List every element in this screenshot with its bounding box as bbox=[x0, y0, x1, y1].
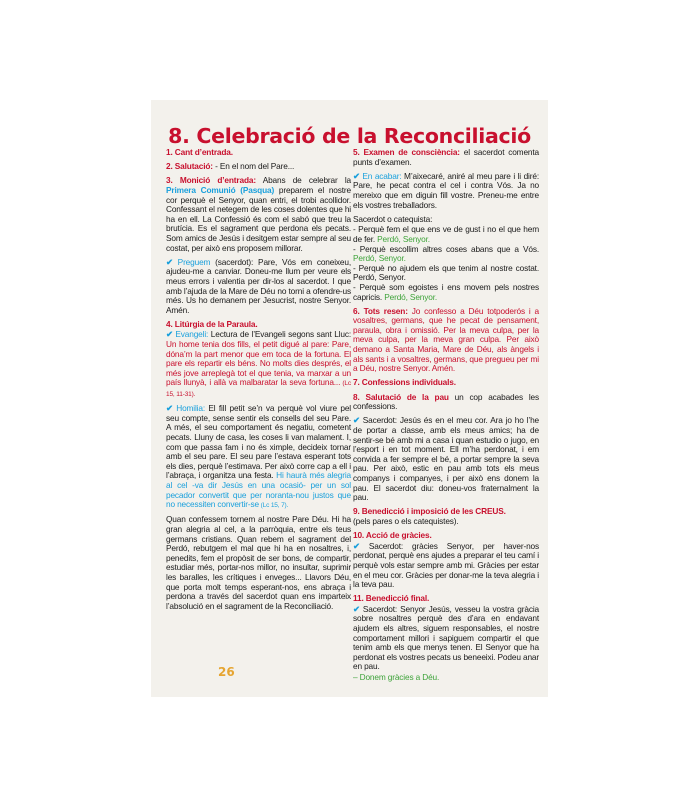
litany-text: - Perquè no ajudem els que tenim al nostre costat. bbox=[353, 262, 539, 273]
litany-text: - Perquè som egoistes i ens movem pels nostres capricis. bbox=[353, 281, 539, 302]
section-text: Sacerdot: gràcies Senyor, per haver-nos perdonat, perquè ens ajudes a preparar el teu camí i perquè vols estar sempre amb mi. Gràcies per estar en el meu cor. Gràcies per donar-me la teva alegria i la teva pau. bbox=[353, 540, 539, 590]
checkmark-icon: ✔ bbox=[353, 170, 360, 181]
section-blessing-crosses bbox=[353, 507, 539, 526]
final-response bbox=[353, 673, 539, 683]
checkmark-icon: ✔ bbox=[353, 415, 360, 426]
section-text: preparem el nostre cor perquè el Senyor, quan entri, el trobi acollidor. Confessant el netegem de les coses dolentes que hi ha en ell. La Confessió és com el sabó que treu la brutícia. Es el sagrament que perdona els pecats. Som amics de Jesús i desitgem estar sempre al seu costat, per això ens proposem millorar. bbox=[166, 184, 352, 253]
section-closing-reflection bbox=[166, 515, 351, 611]
homily-reference: (Lc 15, 7). bbox=[258, 502, 289, 510]
section-heading: 10. Acció de gràcies. bbox=[353, 530, 432, 541]
litany-item bbox=[353, 283, 539, 302]
litany-title-text: Sacerdot o catequista: bbox=[353, 213, 433, 224]
section-heading: 2. Salutació: bbox=[166, 161, 213, 172]
section-heading: 8. Salutació de la pau bbox=[353, 391, 449, 402]
section-heading: 7. Confessions individuals. bbox=[353, 377, 456, 388]
prayer-label: Preguem bbox=[172, 256, 211, 267]
end-label: En acabar: bbox=[359, 170, 402, 181]
section-heading: 9. Benedicció i imposició de les CREUS. bbox=[353, 506, 506, 517]
section-text: el sacerdot comenta punts d’examen. bbox=[353, 147, 539, 167]
checkmark-icon: ✔ bbox=[166, 403, 173, 414]
litany-response: Perdó, Senyor. bbox=[384, 291, 438, 302]
right-column bbox=[353, 148, 539, 687]
litany-item bbox=[353, 225, 539, 244]
litany-item bbox=[353, 245, 539, 264]
section-text: Sacerdot: Senyor Jesús, vesseu la vostra gràcia sobre nosaltres perquè des d’ara en endavant ajudem els altres, siguem responsables, el nostre comportament millori i sapiguem compartir el que tenim amb els que menys tenen. El Senyor que ha perdonat els vostres pecats us beneeixi. Podeu anar en pau. bbox=[353, 603, 539, 672]
section-text: un cop acabades les confessions. bbox=[353, 391, 539, 412]
page-title: 8. Celebració de la Reconciliació bbox=[168, 124, 531, 148]
homily-label: Homilia: bbox=[172, 403, 205, 414]
section-heading: 4. Litúrgia de la Paraula. bbox=[166, 318, 258, 329]
section-liturgy-heading bbox=[166, 320, 351, 330]
gospel-intro: Lectura de l’Evangeli segons sant Lluc: bbox=[208, 329, 351, 340]
section-thanksgiving-heading bbox=[353, 531, 539, 541]
first-communion-highlight: Primera Comunió (Pasqua) bbox=[166, 184, 275, 195]
checkmark-icon: ✔ bbox=[353, 540, 360, 551]
confiteor-text: Jo confesso a Déu totpoderós i a vosaltres, germans, que he pecat de pensament, paraula, obra i omissió. Per la meva culpa, per la meva culpa, per la meva gran culpa. Per això demano a Santa Maria, Mare de Déu, als àngels i als sants i a vosaltres, germans, que pregueu per mi a Déu, nostre Senyor. Amén. bbox=[353, 305, 539, 374]
litany-response: Perdó, Senyor. bbox=[353, 272, 406, 283]
section-prayer bbox=[166, 258, 351, 316]
section-gospel bbox=[166, 330, 351, 399]
litany-title bbox=[353, 215, 539, 225]
litany-text: - Perquè escollim altres coses abans que a Vós. bbox=[353, 243, 539, 254]
section-peace-priest bbox=[353, 416, 539, 502]
section-final-blessing-heading bbox=[353, 594, 539, 604]
section-text: (pels pares o els catequistes). bbox=[353, 515, 459, 526]
section-opening-hymn bbox=[166, 148, 351, 158]
section-text: Abans de celebrar la bbox=[255, 175, 351, 186]
section-heading: 3. Monició d’entrada: bbox=[166, 175, 256, 186]
section-text: - En el nom del Pare... bbox=[212, 161, 295, 172]
section-confiteor bbox=[353, 307, 539, 374]
section-text: (sacerdot): Pare, Vós em coneixeu, ajudeu-me a canviar. Doneu-me llum per veure els meus errors i valentia per dir-los al sacerdot. I que amb l’ajuda de la Mare de Déu no torni a ofendre-us més. Us ho demanem per Jesucrist, nostre Senyor. Amén. bbox=[166, 256, 351, 315]
section-text: M’aixecaré, aniré al meu pare i li diré: Pare, he pecat contra el cel i contra Vós. Ja no mereixo que em diguin fill vostre. Preneu-me entre els vostres treballadors. bbox=[353, 170, 539, 210]
litany-text: - Perquè fem el que ens ve de gust i no el que hem de fer. bbox=[353, 224, 539, 244]
section-individual-confessions bbox=[353, 378, 539, 388]
section-examination bbox=[353, 148, 539, 167]
checkmark-icon: ✔ bbox=[353, 603, 360, 614]
left-column bbox=[166, 148, 351, 616]
section-heading: 5. Examen de consciència: bbox=[353, 147, 460, 157]
section-homily bbox=[166, 404, 351, 511]
section-text: Sacerdot: Jesús és en el meu cor. Ara jo ho l’he de portar a classe, amb els meus amics; ha de sentir-se bé amb mi a casa i quan estudio o jugo, en l’esport i en tot moment. Ell m’ha perdonat, i em convida a fer sempre el bé, a portar sempre la seva pau. Per això, estic en pau amb tots els meus companys i companyes, i per això ens donem la pau. El sacerdot diu: doneu-vos fraternalment la pau. bbox=[353, 415, 539, 503]
checkmark-icon: ✔ bbox=[166, 329, 173, 340]
page-number: 26 bbox=[218, 665, 235, 679]
section-sign-of-peace bbox=[353, 393, 539, 412]
checkmark-icon: ✔ bbox=[166, 256, 173, 267]
section-heading: 1. Cant d’entrada. bbox=[166, 147, 233, 157]
booklet-page bbox=[151, 100, 548, 697]
section-thanksgiving bbox=[353, 542, 539, 590]
closing-text: Quan confessem tornem al nostre Pare Déu. Hi ha gran alegria al cel, a la parròquia, entre els teus germans cristians. Quan rebem el sagrament del Perdó, rebutgem el mal que hi ha en nosaltres, i, penedits, fem el propòsit de ser bons, de compartir, estudiar més, portar-nos millor, no insultar, suprimir les baralles, les crítiques i enveges... Llavors Déu, que porta molt temps esperant-nos, ens abraça i perdona a través del sacerdot quan ens imparteix l’absolució en el sagrament de la Reconciliació. bbox=[166, 514, 351, 611]
gospel-reference: (Lc 15, 11-31). bbox=[166, 380, 351, 399]
section-after-examination bbox=[353, 172, 539, 210]
homily-text: El fill petit se’n va perquè vol viure pel seu compte, sense sentir els consells del seu Pare. A més, el seu comportament és negatiu, cometent pecats. Lluny de casa, les coses li van malament. I, com que passa fam i no és ximple, decideix tornar amb el seu pare. El seu pare l’estava esperant tots els dies, perquè l’estimava. Per això corre cap a ell i l’abraça, i organitza una festa. bbox=[166, 403, 351, 481]
litany-response: Perdó, Senyor. bbox=[377, 233, 430, 244]
gospel-label: Evangeli: bbox=[172, 329, 209, 340]
homily-quote: Hi haurà més alegria al cel -va dir Jesús en una ocasió- per un sol pecador convertit que per noranta-nou justos que no necessiten convertir-se bbox=[166, 470, 351, 510]
section-heading: 11. Benedicció final. bbox=[353, 593, 430, 604]
litany-list bbox=[353, 225, 539, 302]
litany-item bbox=[353, 264, 539, 283]
section-heading: 6. Tots resen: bbox=[353, 305, 408, 316]
section-introduction bbox=[166, 176, 351, 253]
litany-response: Perdó, Senyor. bbox=[353, 253, 406, 264]
final-response-text: – Donem gràcies a Déu. bbox=[353, 672, 440, 683]
gospel-text: Un home tenia dos fills, el petit digué al pare: Pare, dóna’m la part menor que em toca de la fortuna. El pare els repartir els béns. No molts dies després, el més jove arreplegà tot el que tenia, va marxar a un país llunyà, i allà va malbaratar la seva fortuna... bbox=[166, 339, 351, 388]
section-greeting bbox=[166, 162, 351, 172]
section-final-blessing bbox=[353, 605, 539, 672]
